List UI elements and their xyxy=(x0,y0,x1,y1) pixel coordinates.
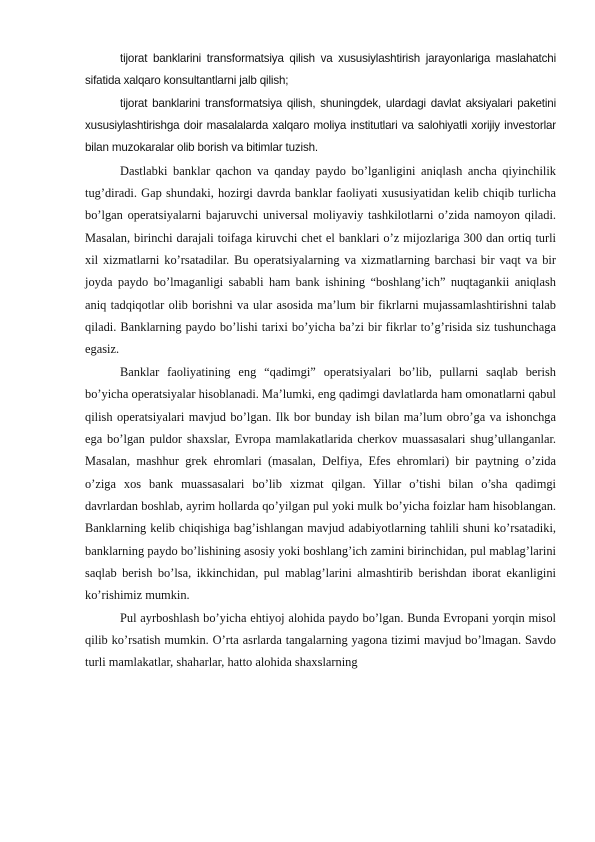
paragraph-ancient-operations: Banklar faoliyatining eng “qadimgi” operatsiyalari bo’lib, pullarni saqlab berish bo’yicha operatsiyalar hisoblanadi. Ma’lumki, eng qadimgi davlatlarda ham omonatlarni qabul qilish operatsiyalari mavjud bo’lgan. Ilk bor bunday ish bilan ma’lum obro’ga va ishonchga ega bo’lgan puldor shaxslar, Evropa mamlakatlarida cherkov muassasalari shug’ullanganlar. Masalan, mashhur grek ehromlari (masalan, Delfiya, Efes ehromlari) bir paytning o’zida o’ziga xos bank muassasalari bo’lib xizmat qilgan. Yillar o’tishi bilan o’sha qadimgi davrlardan boshlab, ayrim hollarda qo’yilgan pul yoki mulk bo’yicha foizlar ham hisoblangan. Banklarning kelib chiqishiga bag’ishlangan mavjud adabiyotlarning tahlili shuni ko’rsatadiki, banklarning paydo bo’lishining asosiy yoki boshlang’ich zamini birinchidan, pul mablag’larini saqlab berish bo’lsa, ikkinchidan, pul mablag’larini almashtirib berishdan iborat ekanligini ko’rishimiz mumkin. xyxy=(85,364,556,603)
paragraph-bank-origins: Dastlabki banklar qachon va qanday paydo bo’lganligini aniqlash ancha qiyinchilik tug’diradi. Gap shundaki, hozirgi davrda banklar faoliyati xususiyatidan kelib chiqib turlicha bo’lgan operatsiyalarni bajaruvchi universal moliyaviy tashkilotlarni o’zida namoyon qiladi. Masalan, birinchi darajali toifaga kiruvchi chet el banklari o’z mijozlariga 300 dan ortiq turli xil xizmatlarni ko’rsatadilar. Bu operatsiyalarning va xizmatlarning barchasi bir vaqt va bir joyda paydo bo’lmaganligi sababli ham bank ishining “boshlang’ich” nuqtagankii aniqlash aniq tadqiqotlar olib borishni va ular asosida ma’lum bir fikrlarni mujassamlashtirishni talab qiladi. Banklarning paydo bo’lishi tarixi bo’yicha ba’zi bir fikrlar to’g’risida siz tushunchaga egasiz. xyxy=(85,163,556,357)
list-item-negotiations: tijorat banklarini transformatsiya qilish, shuningdek, ulardagi davlat aksiyalari paketini xususiylashtirishga doir masalalarda xalqaro moliya institutlari va salohiyatli xorijiy investorlar bilan muzokaralar olib borish va bitimlar tuzish. xyxy=(85,96,556,155)
list-item-consultants: tijorat banklarini transformatsiya qilish va xususiylashtirish jarayonlariga maslahatchi sifatida xalqaro konsultantlarni jalb qilish; xyxy=(85,52,556,88)
paragraph-currency-exchange: Pul ayrboshlash bo’yicha ehtiyoj alohida paydo bo’lgan. Bunda Evropani yorqin misol qilib ko’rsatish mumkin. O’rta asrlarda tangalarning yagona tizimi mavjud bo’lmagan. Savdo turli mamlakatlar, shaharlar, hatto alohida shaxslarning xyxy=(85,610,556,670)
document-page xyxy=(85,48,556,674)
